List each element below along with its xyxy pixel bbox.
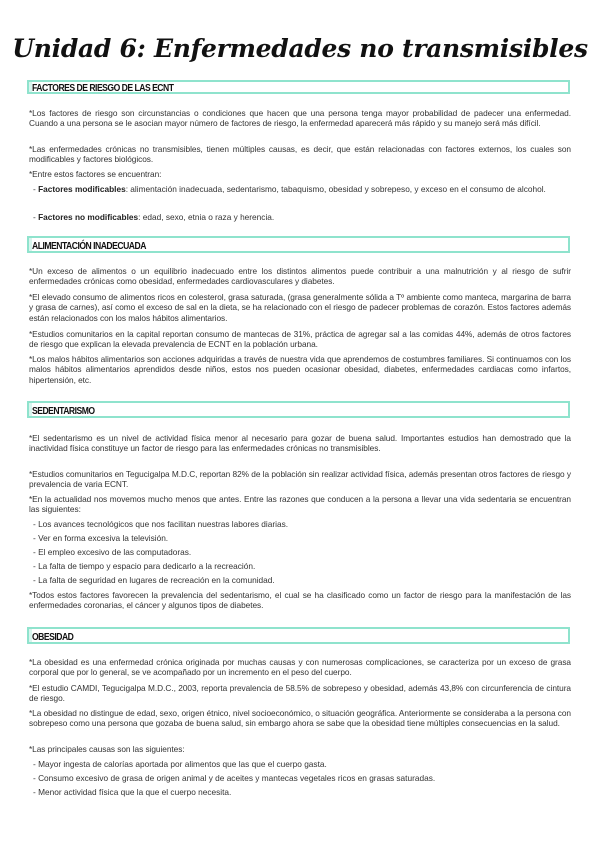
paragraph: *El sedentarismo es un nivel de actividad física menor al necesario para gozar de buena salud. Importantes estudios han demostrado que la inactividad física constituye un factor de riesgo para las enfermedades crónicas no transmisibles. — [29, 433, 571, 454]
paragraph: *Entre estos factores se encuentran: — [29, 169, 162, 179]
paragraph: *Las enfermedades crónicas no transmisibles, tienen múltiples causas, es decir, que están relacionadas con factores externos, los cuales son modificables y factores biológicos. — [29, 144, 571, 165]
section-heading-alimentacion: ALIMENTACIÓN INADECUADA — [27, 236, 570, 253]
paragraph: *Estudios comunitarios en Tegucigalpa M.D.C, reportan 82% de la población sin realizar actividad física, además presentan otros factores de riesgo y prevalencia de varia ECNT. — [29, 469, 571, 490]
section-heading-sedentarismo: SEDENTARISMO — [27, 401, 570, 418]
list-item: - La falta de tiempo y espacio para dedicarlo a la recreación. — [33, 561, 256, 571]
list-item: - Mayor ingesta de calorías aportada por alimentos que las que el cuerpo gasta. — [33, 759, 327, 769]
paragraph: *Estudios comunitarios en la capital reportan consumo de mantecas de 31%, práctica de agregar sal a las comidas 44%, además de otros factores de riesgo que explican la elevada prevalencia de ECNT en la población urbana. — [29, 329, 571, 350]
paragraph: *Las principales causas son las siguientes: — [29, 744, 185, 754]
section-heading-factores: FACTORES DE RIESGO DE LAS ECNT — [27, 80, 570, 94]
paragraph: *Todos estos factores favorecen la prevalencia del sedentarismo, el cual se ha clasificado como un factor de riesgo para la manifestación de las enfermedades coronarias, el cáncer y algunos tipos de diabetes. — [29, 590, 571, 611]
paragraph: *El estudio CAMDI, Tegucigalpa M.D.C., 2003, reporta prevalencia de 58.5% de sobrepeso y obesidad, además 43,8% con circunferencia de cintura de riesgo. — [29, 683, 571, 704]
paragraph: *La obesidad es una enfermedad crónica originada por muchas causas y con numerosas complicaciones, se caracteriza por un exceso de grasa corporal que por lo general, se ve acompañado por un incremento en el peso del cuerpo. — [29, 657, 571, 678]
list-item: - Ver en forma excesiva la televisión. — [33, 533, 169, 543]
list-item: - La falta de seguridad en lugares de recreación en la comunidad. — [33, 575, 275, 585]
list-item: - Los avances tecnológicos que nos facilitan nuestras labores diarias. — [33, 519, 289, 529]
page-title: Unidad 6: Enfermedades no transmisibles — [12, 34, 588, 63]
paragraph: *Los factores de riesgo son circunstancias o condiciones que hacen que una persona tenga mayor probabilidad de padecer una enfermedad. Cuando a una persona se le asocian mayor número de factores de riesgo, la enfermedad aparecerá más rápido y su manejo será más difícil. — [29, 108, 571, 129]
paragraph: *El elevado consumo de alimentos ricos en colesterol, grasa saturada, (grasa generalmente sólida a Tº ambiente como manteca, margarina de barra y grasa de carnes), así como el exceso de sal en la dieta, se ha relacionado con el riesgo de padecer problemas de corazón. Estos factores además están relacionados con los malos hábitos alimentarios. — [29, 292, 571, 323]
section-heading-obesidad: OBESIDAD — [27, 627, 570, 644]
list-item: - Menor actividad física que la que el cuerpo necesita. — [33, 787, 232, 797]
list-item: - Factores modificables: alimentación inadecuada, sedentarismo, tabaquismo, obesidad y sobrepeso, y exceso en el consumo de alcohol. — [33, 184, 546, 194]
list-item: - El empleo excesivo de las computadoras. — [33, 547, 192, 557]
list-item: - Factores no modificables: edad, sexo, etnia o raza y herencia. — [33, 212, 275, 222]
paragraph: *En la actualidad nos movemos mucho menos que antes. Entre las razones que conducen a la persona a llevar una vida sedentaria se encuentran las siguientes: — [29, 494, 571, 515]
paragraph: *La obesidad no distingue de edad, sexo, origen étnico, nivel socioeconómico, o situación geográfica. Anteriormente se consideraba a la persona con sobrepeso como una persona que gozaba de buena salud, sin embargo ahora se sabe que la obesidad tiene múltiples consecuencias en la salud. — [29, 708, 571, 729]
paragraph: *Un exceso de alimentos o un equilibrio inadecuado entre los distintos alimentos puede contribuir a una malnutrición y al riesgo de sufrir enfermedades crónicas como obesidad, enfermedades cardiovasculares y diabetes. — [29, 266, 571, 287]
list-item: - Consumo excesivo de grasa de origen animal y de aceites y mantecas vegetales ricos en grasas saturadas. — [33, 773, 436, 783]
paragraph: *Los malos hábitos alimentarios son acciones adquiridas a través de nuestra vida que aprendemos de costumbres familiares. Si continuamos con los malos hábitos alimentarios aprendidos desde niños, estos nos pueden ocasionar obesidad, diabetes, enfermedades cardiacas como infartos, hipertensión, etc. — [29, 354, 571, 385]
